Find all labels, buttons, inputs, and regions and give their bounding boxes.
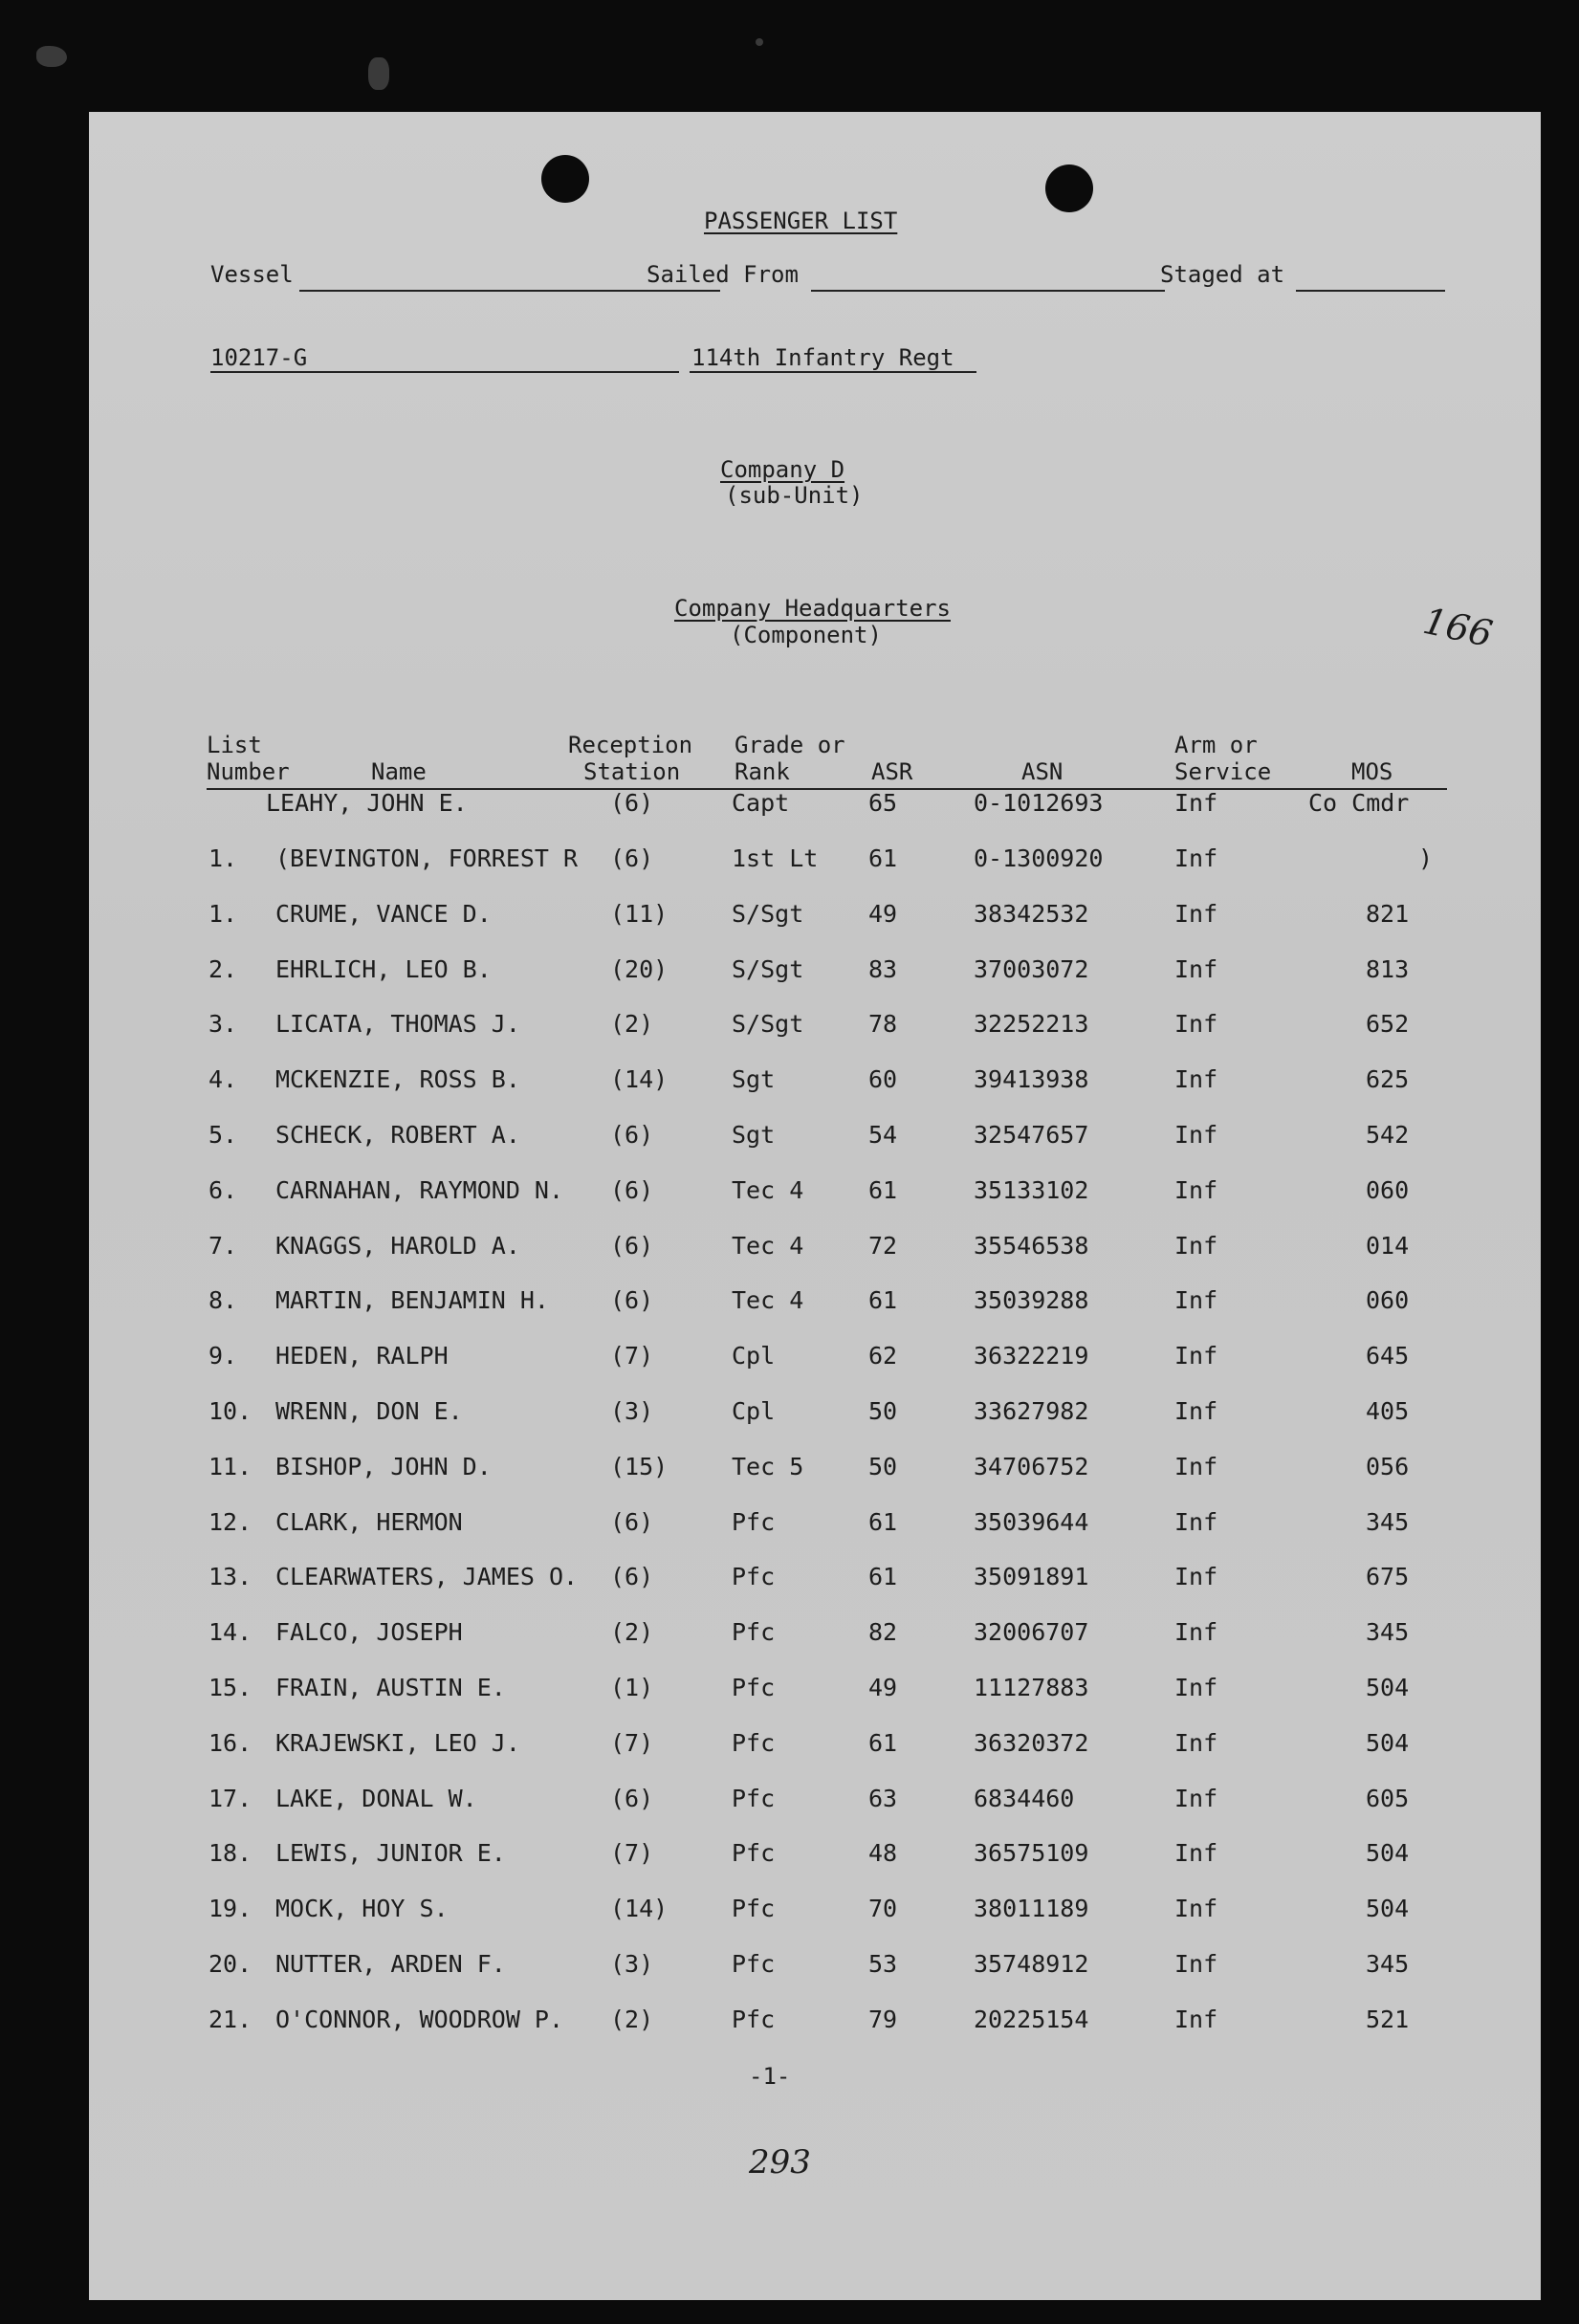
arm-service-cell: Inf <box>1174 789 1218 817</box>
arm-service-cell: Inf <box>1174 1010 1218 1039</box>
grade-cell: Capt <box>732 789 790 817</box>
passenger-name-cell: SCHECK, ROBERT A. <box>275 1121 520 1149</box>
table-row <box>89 1840 1541 1896</box>
asn-cell: 11127883 <box>974 1674 1089 1701</box>
reception-station-cell: (6) <box>610 1231 654 1260</box>
grade-cell: Sgt <box>732 1121 776 1149</box>
grade-cell: 1st Lt <box>732 844 819 872</box>
asn-cell: 0-1012693 <box>974 789 1104 817</box>
grade-cell: Tec 5 <box>732 1452 804 1480</box>
asn-cell: 0-1300920 <box>974 844 1104 872</box>
asr-cell: 48 <box>868 1839 898 1868</box>
reception-station-cell: (20) <box>610 954 669 983</box>
table-row <box>89 1233 1541 1288</box>
grade-cell: Pfc <box>732 1728 776 1757</box>
list-number-cell: 14. <box>208 1618 252 1647</box>
arm-service-cell: Inf <box>1174 1342 1218 1370</box>
page-number: -1- <box>749 2063 791 2090</box>
header-reception-2: Station <box>583 758 681 785</box>
reception-station-cell: (6) <box>610 1507 654 1536</box>
passenger-name-cell: (BEVINGTON, FORREST R <box>275 844 579 872</box>
reception-station-cell: (7) <box>610 1839 654 1868</box>
mos-cell: 652 <box>1366 1010 1410 1039</box>
passenger-name-cell: FRAIN, AUSTIN E. <box>275 1674 506 1701</box>
arm-service-cell: Inf <box>1174 1839 1218 1868</box>
asr-cell: 61 <box>868 1507 898 1536</box>
grade-cell: Pfc <box>732 1674 776 1701</box>
asr-cell: 60 <box>868 1065 898 1094</box>
asn-cell: 38342532 <box>974 899 1089 928</box>
list-number-cell: 7. <box>208 1231 238 1260</box>
mos-cell: 405 <box>1366 1397 1410 1425</box>
table-row <box>89 1177 1541 1233</box>
component-name: Company Headquarters <box>674 595 951 622</box>
asr-cell: 62 <box>868 1342 898 1370</box>
grade-cell: S/Sgt <box>732 954 804 983</box>
table-row <box>89 790 1541 845</box>
mos-cell: 813 <box>1366 954 1410 983</box>
unit-name-underline <box>690 371 976 373</box>
asn-cell: 20225154 <box>974 2005 1089 2033</box>
passenger-name-cell: CLEARWATERS, JAMES O. <box>275 1563 579 1591</box>
sub-unit-label: (sub-Unit) <box>725 482 864 509</box>
table-row <box>89 1066 1541 1122</box>
mos-cell: 521 <box>1366 2005 1410 2033</box>
mos-cell: 345 <box>1366 1507 1410 1536</box>
list-number-cell: 3. <box>208 1010 238 1039</box>
passenger-name-cell: BISHOP, JOHN D. <box>275 1452 492 1480</box>
table-row <box>89 845 1541 901</box>
sailed-from-label: Sailed From <box>647 261 799 288</box>
grade-cell: Cpl <box>732 1397 776 1425</box>
passenger-name-cell: WRENN, DON E. <box>275 1397 463 1425</box>
passenger-name-cell: FALCO, JOSEPH <box>275 1618 463 1647</box>
grade-cell: Pfc <box>732 1507 776 1536</box>
asn-cell: 36320372 <box>974 1728 1089 1757</box>
mos-cell: Co Cmdr <box>1308 789 1410 817</box>
passenger-name-cell: NUTTER, ARDEN F. <box>275 1950 506 1978</box>
grade-cell: Pfc <box>732 1563 776 1591</box>
asn-cell: 39413938 <box>974 1065 1089 1094</box>
passenger-name-cell: CRUME, VANCE D. <box>275 899 492 928</box>
list-number-cell: 13. <box>208 1563 252 1591</box>
asn-cell: 38011189 <box>974 1895 1089 1923</box>
document-page <box>89 112 1541 2300</box>
list-number-cell: 17. <box>208 1784 252 1812</box>
reception-station-cell: (6) <box>610 1175 654 1204</box>
mos-cell: 625 <box>1366 1065 1410 1094</box>
passenger-name-cell: EHRLICH, LEO B. <box>275 954 492 983</box>
sailed-from-blank <box>811 290 1165 292</box>
mos-cell: 645 <box>1366 1342 1410 1370</box>
staged-at-blank <box>1296 290 1445 292</box>
table-row <box>89 901 1541 956</box>
table-row <box>89 1398 1541 1454</box>
passenger-name-cell: O'CONNOR, WOODROW P. <box>275 2005 564 2033</box>
reception-station-cell: (2) <box>610 1618 654 1647</box>
header-asn: ASN <box>1021 758 1064 785</box>
asr-cell: 72 <box>868 1231 898 1260</box>
asn-cell: 35133102 <box>974 1175 1089 1204</box>
vessel-blank <box>299 290 720 292</box>
list-number-cell: 1. <box>208 844 238 872</box>
header-grade-2: Rank <box>735 758 790 785</box>
arm-service-cell: Inf <box>1174 1728 1218 1757</box>
document-title: PASSENGER LIST <box>704 208 898 234</box>
asn-cell: 32547657 <box>974 1121 1089 1149</box>
reception-station-cell: (14) <box>610 1895 669 1923</box>
mos-cell: 675 <box>1366 1563 1410 1591</box>
asr-cell: 49 <box>868 899 898 928</box>
list-number-cell: 20. <box>208 1950 252 1978</box>
list-number-cell: 16. <box>208 1728 252 1757</box>
arm-service-cell: Inf <box>1174 1452 1218 1480</box>
mos-cell: 504 <box>1366 1895 1410 1923</box>
mos-cell: 014 <box>1366 1231 1410 1260</box>
arm-service-cell: Inf <box>1174 844 1218 872</box>
unit-name: 114th Infantry Regt <box>691 344 954 371</box>
asn-cell: 35546538 <box>974 1231 1089 1260</box>
passenger-name-cell: MARTIN, BENJAMIN H. <box>275 1286 549 1315</box>
asr-cell: 53 <box>868 1950 898 1978</box>
arm-service-cell: Inf <box>1174 1674 1218 1701</box>
asr-cell: 82 <box>868 1618 898 1647</box>
grade-cell: Pfc <box>732 1784 776 1812</box>
reception-station-cell: (3) <box>610 1397 654 1425</box>
table-row <box>89 1730 1541 1786</box>
asn-cell: 36575109 <box>974 1839 1089 1868</box>
list-number-cell: 1. <box>208 899 238 928</box>
stamp-number: 166 <box>1419 599 1497 656</box>
arm-service-cell: Inf <box>1174 899 1218 928</box>
mos-cell: 821 <box>1366 899 1410 928</box>
asr-cell: 61 <box>868 1563 898 1591</box>
reception-station-cell: (2) <box>610 2005 654 2033</box>
table-row <box>89 2006 1541 2062</box>
mos-cell: 345 <box>1366 1618 1410 1647</box>
passenger-name-cell: HEDEN, RALPH <box>275 1342 449 1370</box>
passenger-name-cell: LEAHY, JOHN E. <box>266 789 468 817</box>
arm-service-cell: Inf <box>1174 2005 1218 2033</box>
list-number-cell: 2. <box>208 954 238 983</box>
passenger-name-cell: CLARK, HERMON <box>275 1507 463 1536</box>
handwritten-number: 293 <box>749 2143 811 2181</box>
reception-station-cell: (7) <box>610 1728 654 1757</box>
grade-cell: Pfc <box>732 1895 776 1923</box>
arm-service-cell: Inf <box>1174 1618 1218 1647</box>
table-row <box>89 1675 1541 1730</box>
asr-cell: 61 <box>868 844 898 872</box>
list-number-cell: 21. <box>208 2005 252 2033</box>
asn-cell: 35091891 <box>974 1563 1089 1591</box>
arm-service-cell: Inf <box>1174 1397 1218 1425</box>
header-arm-2: Service <box>1174 758 1272 785</box>
arm-service-cell: Inf <box>1174 1895 1218 1923</box>
asn-cell: 33627982 <box>974 1397 1089 1425</box>
table-row <box>89 1011 1541 1066</box>
mos-cell: 542 <box>1366 1121 1410 1149</box>
component-label: (Component) <box>730 622 882 648</box>
asr-cell: 65 <box>868 789 898 817</box>
list-number-cell: 12. <box>208 1507 252 1536</box>
reception-station-cell: (6) <box>610 1563 654 1591</box>
passenger-name-cell: MOCK, HOY S. <box>275 1895 449 1923</box>
asn-cell: 35748912 <box>974 1950 1089 1978</box>
grade-cell: Pfc <box>732 1618 776 1647</box>
arm-service-cell: Inf <box>1174 1175 1218 1204</box>
reception-station-cell: (6) <box>610 1286 654 1315</box>
header-mos: MOS <box>1351 758 1393 785</box>
sub-unit-name: Company D <box>720 456 845 483</box>
asn-cell: 35039288 <box>974 1286 1089 1315</box>
reception-station-cell: (6) <box>610 789 654 817</box>
reception-station-cell: (11) <box>610 899 669 928</box>
list-number-cell: 8. <box>208 1286 238 1315</box>
table-row <box>89 1454 1541 1509</box>
mos-cell: 504 <box>1366 1674 1410 1701</box>
reception-station-cell: (15) <box>610 1452 669 1480</box>
asr-cell: 61 <box>868 1175 898 1204</box>
mos-cell: ) <box>1418 844 1434 872</box>
mos-cell: 504 <box>1366 1728 1410 1757</box>
reception-station-cell: (6) <box>610 1784 654 1812</box>
asn-cell: 32006707 <box>974 1618 1089 1647</box>
list-number-cell: 18. <box>208 1839 252 1868</box>
table-row <box>89 1287 1541 1343</box>
scan-debris <box>368 57 389 90</box>
table-row <box>89 1564 1541 1619</box>
vessel-label: Vessel <box>210 261 294 288</box>
passenger-name-cell: LICATA, THOMAS J. <box>275 1010 520 1039</box>
grade-cell: S/Sgt <box>732 899 804 928</box>
passenger-name-cell: MCKENZIE, ROSS B. <box>275 1065 520 1094</box>
header-asr: ASR <box>871 758 913 785</box>
grade-cell: Tec 4 <box>732 1175 804 1204</box>
asr-cell: 79 <box>868 2005 898 2033</box>
list-number-cell: 19. <box>208 1895 252 1923</box>
asr-cell: 50 <box>868 1452 898 1480</box>
header-arm-1: Arm or <box>1174 732 1258 758</box>
reception-station-cell: (14) <box>610 1065 669 1094</box>
table-row <box>89 1786 1541 1841</box>
passenger-name-cell: KRAJEWSKI, LEO J. <box>275 1728 520 1757</box>
asr-cell: 50 <box>868 1397 898 1425</box>
arm-service-cell: Inf <box>1174 1231 1218 1260</box>
list-number-cell: 4. <box>208 1065 238 1094</box>
list-number-cell: 15. <box>208 1674 252 1701</box>
mos-cell: 605 <box>1366 1784 1410 1812</box>
reception-station-cell: (6) <box>610 844 654 872</box>
unit-code: 10217-G <box>210 344 308 371</box>
arm-service-cell: Inf <box>1174 1286 1218 1315</box>
table-row <box>89 1343 1541 1398</box>
arm-service-cell: Inf <box>1174 1121 1218 1149</box>
mos-cell: 060 <box>1366 1286 1410 1315</box>
arm-service-cell: Inf <box>1174 1065 1218 1094</box>
list-number-cell: 9. <box>208 1342 238 1370</box>
asr-cell: 83 <box>868 954 898 983</box>
mos-cell: 504 <box>1366 1839 1410 1868</box>
asn-cell: 6834460 <box>974 1784 1075 1812</box>
asn-cell: 36322219 <box>974 1342 1089 1370</box>
list-number-cell: 10. <box>208 1397 252 1425</box>
reception-station-cell: (7) <box>610 1342 654 1370</box>
grade-cell: Pfc <box>732 1839 776 1868</box>
staged-at-label: Staged at <box>1160 261 1285 288</box>
passenger-name-cell: LEWIS, JUNIOR E. <box>275 1839 506 1868</box>
arm-service-cell: Inf <box>1174 1784 1218 1812</box>
header-reception-1: Reception <box>568 732 693 758</box>
asn-cell: 32252213 <box>974 1010 1089 1039</box>
reception-station-cell: (6) <box>610 1121 654 1149</box>
scan-debris <box>36 46 67 67</box>
arm-service-cell: Inf <box>1174 954 1218 983</box>
asn-cell: 34706752 <box>974 1452 1089 1480</box>
asr-cell: 63 <box>868 1784 898 1812</box>
reception-station-cell: (1) <box>610 1674 654 1701</box>
punch-hole <box>541 155 589 203</box>
grade-cell: Sgt <box>732 1065 776 1094</box>
table-row <box>89 956 1541 1012</box>
passenger-name-cell: LAKE, DONAL W. <box>275 1784 477 1812</box>
mos-cell: 056 <box>1366 1452 1410 1480</box>
header-list-number-2: Number <box>207 758 290 785</box>
header-list-number-1: List <box>207 732 262 758</box>
table-row <box>89 1896 1541 1951</box>
punch-hole <box>1045 164 1093 212</box>
passenger-name-cell: KNAGGS, HAROLD A. <box>275 1231 520 1260</box>
mos-cell: 060 <box>1366 1175 1410 1204</box>
grade-cell: Pfc <box>732 1950 776 1978</box>
asr-cell: 78 <box>868 1010 898 1039</box>
asr-cell: 54 <box>868 1121 898 1149</box>
list-number-cell: 11. <box>208 1452 252 1480</box>
table-row <box>89 1619 1541 1675</box>
table-row <box>89 1951 1541 2006</box>
arm-service-cell: Inf <box>1174 1950 1218 1978</box>
list-number-cell: 5. <box>208 1121 238 1149</box>
asr-cell: 61 <box>868 1286 898 1315</box>
asr-cell: 61 <box>868 1728 898 1757</box>
arm-service-cell: Inf <box>1174 1563 1218 1591</box>
mos-cell: 345 <box>1366 1950 1410 1978</box>
grade-cell: Tec 4 <box>732 1286 804 1315</box>
scan-debris <box>756 38 763 46</box>
arm-service-cell: Inf <box>1174 1507 1218 1536</box>
header-name: Name <box>371 758 427 785</box>
asn-cell: 37003072 <box>974 954 1089 983</box>
asn-cell: 35039644 <box>974 1507 1089 1536</box>
header-grade-1: Grade or <box>735 732 845 758</box>
unit-code-underline <box>210 371 679 373</box>
table-row <box>89 1122 1541 1177</box>
grade-cell: Tec 4 <box>732 1231 804 1260</box>
reception-station-cell: (2) <box>610 1010 654 1039</box>
table-row <box>89 1509 1541 1565</box>
grade-cell: Cpl <box>732 1342 776 1370</box>
reception-station-cell: (3) <box>610 1950 654 1978</box>
grade-cell: Pfc <box>732 2005 776 2033</box>
passenger-name-cell: CARNAHAN, RAYMOND N. <box>275 1175 564 1204</box>
grade-cell: S/Sgt <box>732 1010 804 1039</box>
asr-cell: 49 <box>868 1674 898 1701</box>
list-number-cell: 6. <box>208 1175 238 1204</box>
asr-cell: 70 <box>868 1895 898 1923</box>
